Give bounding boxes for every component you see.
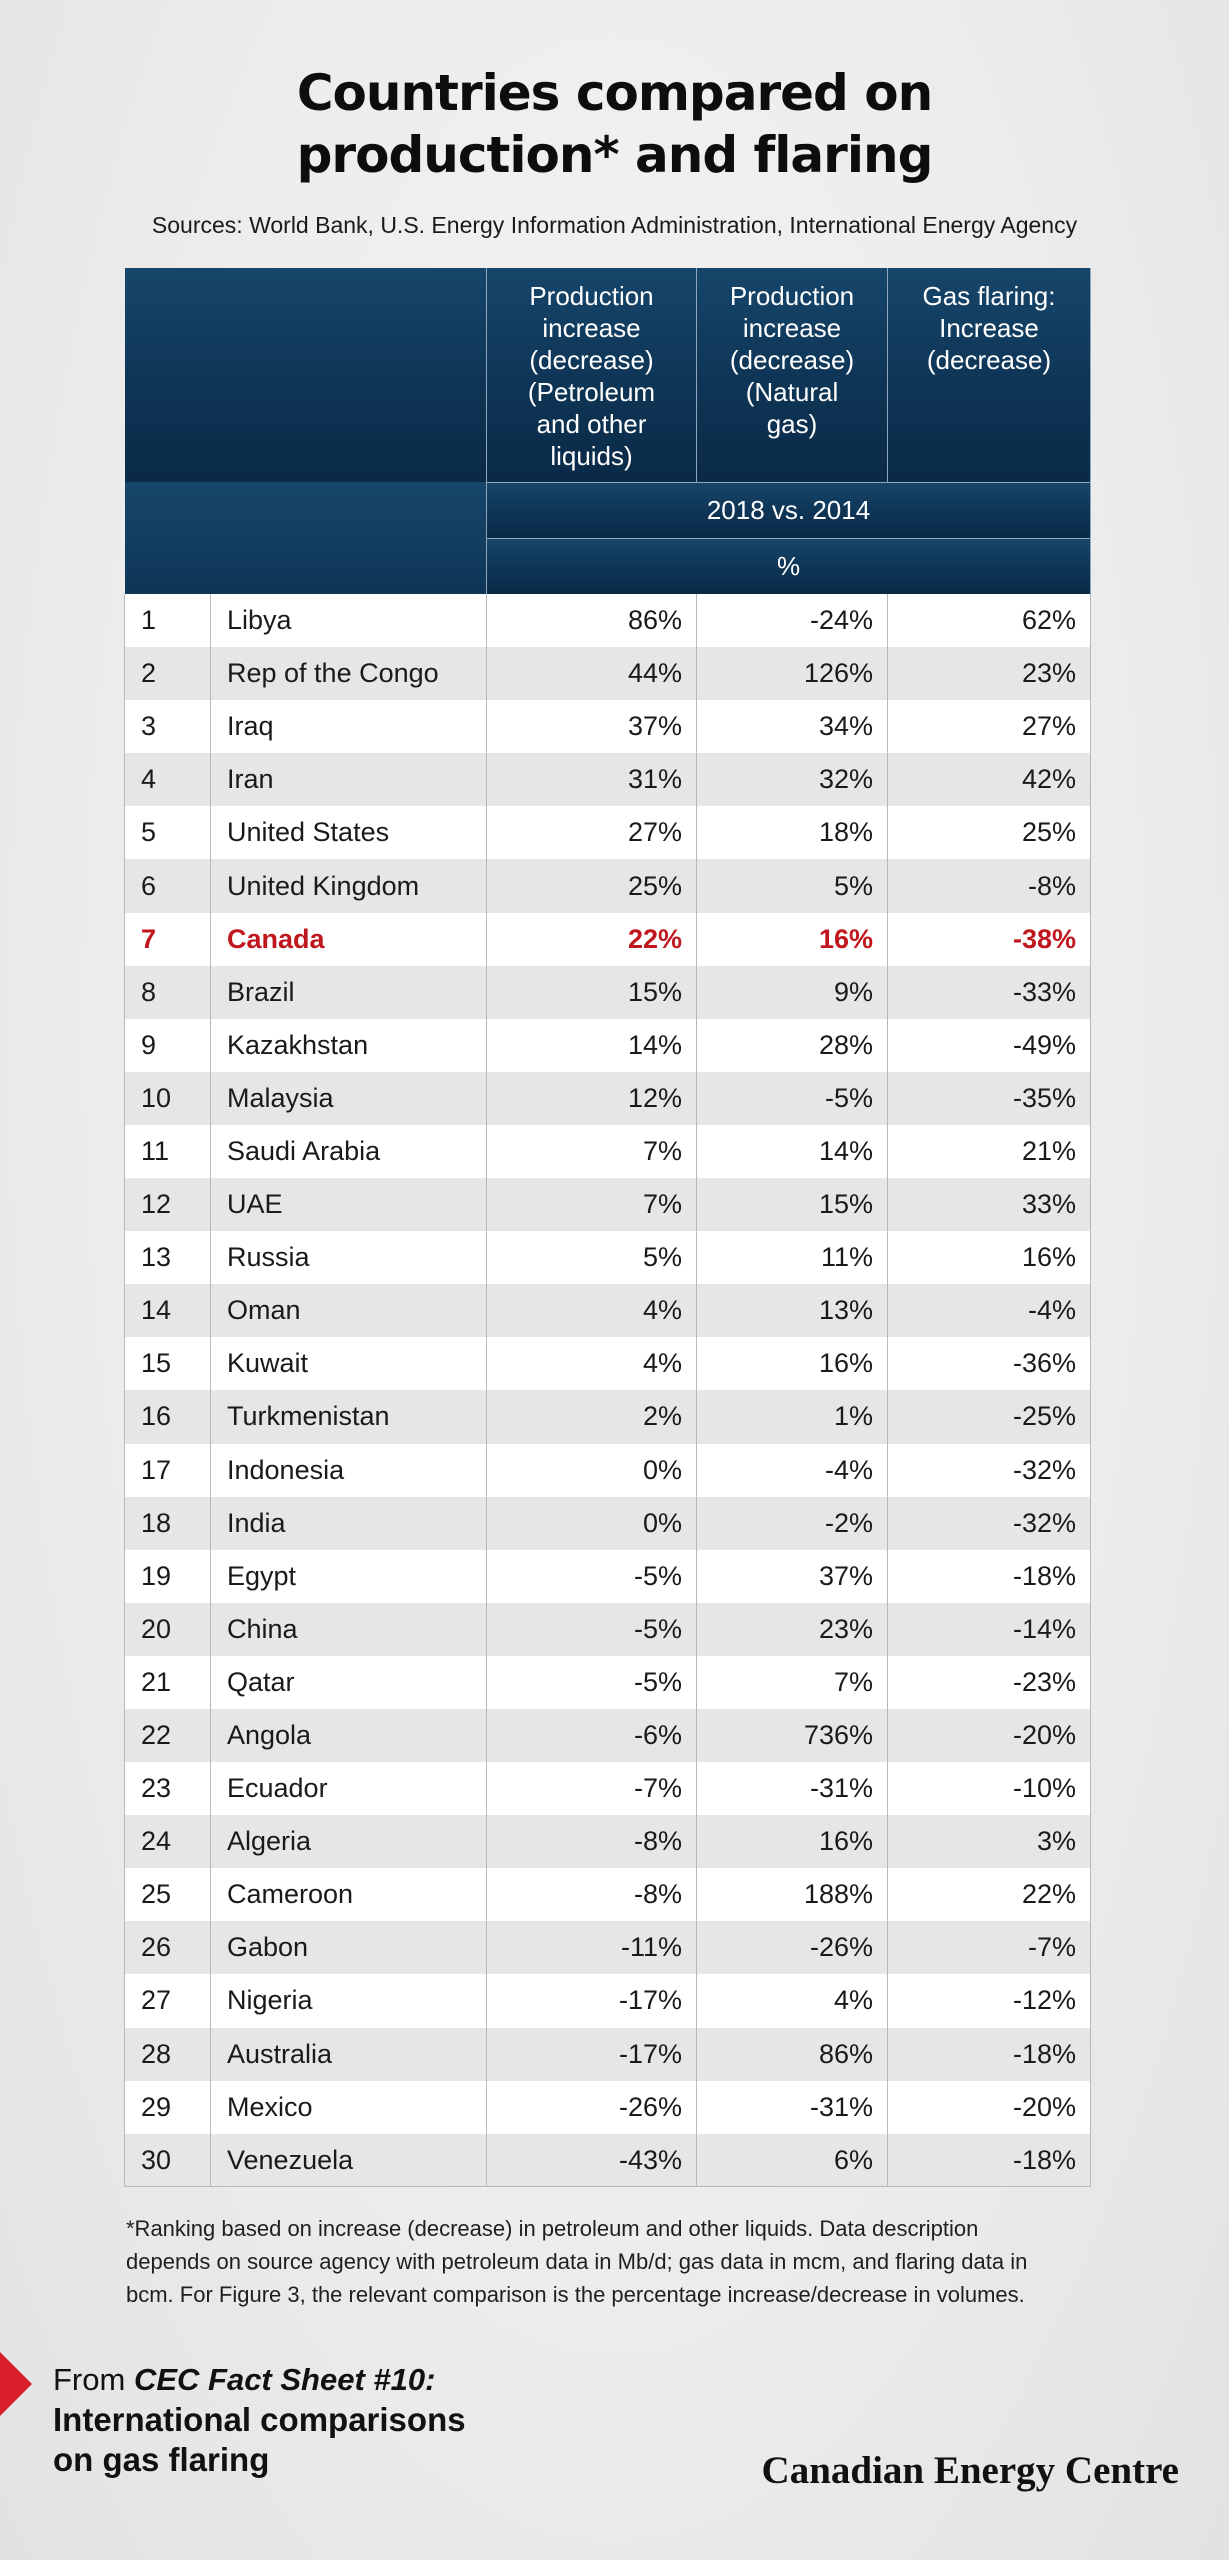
natural-gas-cell: -31%: [697, 2081, 888, 2134]
rank-cell: 21: [125, 1656, 211, 1709]
table-row: [125, 1656, 1091, 1709]
rank-cell: 22: [125, 1709, 211, 1762]
petroleum-cell: 25%: [487, 859, 697, 912]
flaring-cell: -49%: [888, 1019, 1091, 1072]
petroleum-cell: 12%: [487, 1072, 697, 1125]
petroleum-cell: -43%: [487, 2134, 697, 2187]
rank-cell: 26: [125, 1921, 211, 1974]
table-row: [125, 1868, 1091, 1921]
country-cell: Mexico: [211, 2081, 487, 2134]
country-cell: Oman: [211, 1284, 487, 1337]
header-row: [125, 268, 1091, 482]
country-cell: Ecuador: [211, 1762, 487, 1815]
natural-gas-cell: 4%: [697, 1974, 888, 2027]
flaring-cell: -32%: [888, 1444, 1091, 1497]
flaring-cell: -14%: [888, 1603, 1091, 1656]
rank-cell: 4: [125, 753, 211, 806]
country-cell: UAE: [211, 1178, 487, 1231]
header-gas-flaring: Gas flaring: Increase (decrease): [888, 268, 1091, 482]
petroleum-cell: 5%: [487, 1231, 697, 1284]
table-row: [125, 2134, 1091, 2187]
flaring-cell: 23%: [888, 647, 1091, 700]
table-row: [125, 859, 1091, 912]
natural-gas-cell: 13%: [697, 1284, 888, 1337]
rank-cell: 2: [125, 647, 211, 700]
table-row: [125, 1921, 1091, 1974]
natural-gas-cell: 28%: [697, 1019, 888, 1072]
natural-gas-cell: 16%: [697, 1337, 888, 1390]
header-natural-gas: Production increase (decrease) (Natural gas): [697, 268, 888, 482]
flaring-cell: 21%: [888, 1125, 1091, 1178]
petroleum-cell: 7%: [487, 1178, 697, 1231]
natural-gas-cell: 736%: [697, 1709, 888, 1762]
fact-sheet-line-2: International comparisons: [53, 2401, 466, 2438]
table-row: [125, 1550, 1091, 1603]
rank-cell: 25: [125, 1868, 211, 1921]
petroleum-cell: 0%: [487, 1497, 697, 1550]
natural-gas-cell: 6%: [697, 2134, 888, 2187]
comparison-table: [124, 268, 1091, 2187]
flaring-cell: -12%: [888, 1974, 1091, 2027]
rank-cell: 12: [125, 1178, 211, 1231]
flaring-cell: 3%: [888, 1815, 1091, 1868]
flaring-cell: 22%: [888, 1868, 1091, 1921]
sources-note: Sources: World Bank, U.S. Energy Information Administration, International Energy Agency: [151, 212, 1078, 238]
rank-cell: 28: [125, 2028, 211, 2081]
natural-gas-cell: -5%: [697, 1072, 888, 1125]
country-cell: Indonesia: [211, 1444, 487, 1497]
table-row: [125, 1762, 1091, 1815]
flaring-cell: -4%: [888, 1284, 1091, 1337]
natural-gas-cell: 23%: [697, 1603, 888, 1656]
flaring-cell: 62%: [888, 594, 1091, 647]
brand-logo: Canadian Energy Centre: [761, 2449, 1179, 2492]
flaring-cell: -18%: [888, 2028, 1091, 2081]
flaring-cell: -38%: [888, 913, 1091, 966]
natural-gas-cell: 9%: [697, 966, 888, 1019]
table-row: [125, 700, 1091, 753]
table-row: [125, 1603, 1091, 1656]
country-cell: United States: [211, 806, 487, 859]
petroleum-cell: -17%: [487, 1974, 697, 2027]
table-row: [125, 753, 1091, 806]
flaring-cell: -36%: [888, 1337, 1091, 1390]
natural-gas-cell: 5%: [697, 859, 888, 912]
table-row: [125, 1974, 1091, 2027]
country-cell: Angola: [211, 1709, 487, 1762]
rank-cell: 24: [125, 1815, 211, 1868]
footnote: *Ranking based on increase (decrease) in petroleum and other liquids. Data description depends on source agency with petroleum data in Mb/d; gas data in mcm, and flaring data in bcm. For Figure 3, the relevant comparison is the percentage increase/decrease in volumes.: [126, 2216, 1028, 2307]
petroleum-cell: 37%: [487, 700, 697, 753]
natural-gas-cell: -31%: [697, 1762, 888, 1815]
rank-cell: 23: [125, 1762, 211, 1815]
petroleum-cell: 22%: [487, 913, 697, 966]
country-cell: Venezuela: [211, 2134, 487, 2187]
rank-cell: 19: [125, 1550, 211, 1603]
page-title: [0, 62, 1229, 186]
flaring-cell: 16%: [888, 1231, 1091, 1284]
country-cell: China: [211, 1603, 487, 1656]
table-row: [125, 1178, 1091, 1231]
table-row: [125, 1019, 1091, 1072]
flaring-cell: -8%: [888, 859, 1091, 912]
table-row: [125, 1072, 1091, 1125]
petroleum-cell: -17%: [487, 2028, 697, 2081]
rank-cell: 13: [125, 1231, 211, 1284]
country-cell: Saudi Arabia: [211, 1125, 487, 1178]
table-row: [125, 966, 1091, 1019]
table-row: [125, 806, 1091, 859]
flaring-cell: -20%: [888, 2081, 1091, 2134]
petroleum-cell: -8%: [487, 1868, 697, 1921]
petroleum-cell: 0%: [487, 1444, 697, 1497]
country-cell: Brazil: [211, 966, 487, 1019]
fact-sheet-title: CEC Fact Sheet #10:: [133, 2362, 436, 2397]
natural-gas-cell: -24%: [697, 594, 888, 647]
rank-cell: 8: [125, 966, 211, 1019]
country-cell: Nigeria: [211, 1974, 487, 2027]
rank-cell: 9: [125, 1019, 211, 1072]
table-row: [125, 1444, 1091, 1497]
title-line-1: Countries compared on: [296, 64, 933, 122]
flaring-cell: 27%: [888, 700, 1091, 753]
country-cell: Libya: [211, 594, 487, 647]
country-cell: Qatar: [211, 1656, 487, 1709]
natural-gas-cell: 15%: [697, 1178, 888, 1231]
flaring-cell: 33%: [888, 1178, 1091, 1231]
natural-gas-cell: 86%: [697, 2028, 888, 2081]
petroleum-cell: -5%: [487, 1550, 697, 1603]
natural-gas-cell: 16%: [697, 913, 888, 966]
country-cell: Malaysia: [211, 1072, 487, 1125]
country-cell: Rep of the Congo: [211, 647, 487, 700]
country-cell: Algeria: [211, 1815, 487, 1868]
rank-cell: 11: [125, 1125, 211, 1178]
natural-gas-cell: 126%: [697, 647, 888, 700]
country-cell: Russia: [211, 1231, 487, 1284]
petroleum-cell: 31%: [487, 753, 697, 806]
natural-gas-cell: -2%: [697, 1497, 888, 1550]
rank-cell: 15: [125, 1337, 211, 1390]
country-cell: Cameroon: [211, 1868, 487, 1921]
rank-cell: 1: [125, 594, 211, 647]
rank-cell: 3: [125, 700, 211, 753]
table-row: [125, 1815, 1091, 1868]
petroleum-cell: 44%: [487, 647, 697, 700]
petroleum-cell: -11%: [487, 1921, 697, 1974]
rank-cell: 29: [125, 2081, 211, 2134]
country-cell: Egypt: [211, 1550, 487, 1603]
table-row: [125, 1390, 1091, 1443]
petroleum-cell: -5%: [487, 1603, 697, 1656]
table-body: [125, 594, 1091, 2187]
table-row: [125, 1709, 1091, 1762]
natural-gas-cell: 14%: [697, 1125, 888, 1178]
flaring-cell: -20%: [888, 1709, 1091, 1762]
petroleum-cell: 7%: [487, 1125, 697, 1178]
natural-gas-cell: 32%: [697, 753, 888, 806]
table-row: [125, 647, 1091, 700]
country-cell: Kuwait: [211, 1337, 487, 1390]
flaring-cell: 42%: [888, 753, 1091, 806]
flaring-cell: -23%: [888, 1656, 1091, 1709]
natural-gas-cell: 34%: [697, 700, 888, 753]
petroleum-cell: 4%: [487, 1337, 697, 1390]
table-row: [125, 1125, 1091, 1178]
header-petroleum: Production increase (decrease) (Petroleum and other liquids): [487, 268, 697, 482]
header-unit: %: [487, 538, 1091, 594]
petroleum-cell: 4%: [487, 1284, 697, 1337]
rank-cell: 27: [125, 1974, 211, 2027]
petroleum-cell: -7%: [487, 1762, 697, 1815]
flaring-cell: -25%: [888, 1390, 1091, 1443]
rank-cell: 10: [125, 1072, 211, 1125]
rank-cell: 30: [125, 2134, 211, 2187]
natural-gas-cell: 11%: [697, 1231, 888, 1284]
rank-cell: 5: [125, 806, 211, 859]
petroleum-cell: 15%: [487, 966, 697, 1019]
table-row: [125, 594, 1091, 647]
natural-gas-cell: -4%: [697, 1444, 888, 1497]
table-row: [125, 1337, 1091, 1390]
flaring-cell: -33%: [888, 966, 1091, 1019]
table-row: [125, 1284, 1091, 1337]
flaring-cell: -10%: [888, 1762, 1091, 1815]
petroleum-cell: 14%: [487, 1019, 697, 1072]
petroleum-cell: 2%: [487, 1390, 697, 1443]
header-period: 2018 vs. 2014: [487, 482, 1091, 538]
fact-sheet-reference: [53, 2360, 466, 2480]
country-cell: Iran: [211, 753, 487, 806]
red-arrow-icon: [0, 2352, 32, 2416]
table-row: [125, 2081, 1091, 2134]
natural-gas-cell: 7%: [697, 1656, 888, 1709]
natural-gas-cell: 37%: [697, 1550, 888, 1603]
natural-gas-cell: -26%: [697, 1921, 888, 1974]
country-cell: Iraq: [211, 700, 487, 753]
country-cell: Kazakhstan: [211, 1019, 487, 1072]
flaring-cell: -7%: [888, 1921, 1091, 1974]
flaring-cell: -18%: [888, 2134, 1091, 2187]
table-row: [125, 1231, 1091, 1284]
country-cell: India: [211, 1497, 487, 1550]
natural-gas-cell: 1%: [697, 1390, 888, 1443]
rank-cell: 18: [125, 1497, 211, 1550]
petroleum-cell: 86%: [487, 594, 697, 647]
petroleum-cell: -8%: [487, 1815, 697, 1868]
natural-gas-cell: 188%: [697, 1868, 888, 1921]
country-cell: Australia: [211, 2028, 487, 2081]
flaring-cell: -35%: [888, 1072, 1091, 1125]
natural-gas-cell: 16%: [697, 1815, 888, 1868]
petroleum-cell: 27%: [487, 806, 697, 859]
rank-cell: 17: [125, 1444, 211, 1497]
country-cell: Gabon: [211, 1921, 487, 1974]
country-cell: United Kingdom: [211, 859, 487, 912]
table-row: [125, 2028, 1091, 2081]
rank-cell: 20: [125, 1603, 211, 1656]
from-prefix: From: [53, 2362, 126, 2397]
petroleum-cell: -5%: [487, 1656, 697, 1709]
rank-cell: 14: [125, 1284, 211, 1337]
flaring-cell: -18%: [888, 1550, 1091, 1603]
rank-cell: 7: [125, 913, 211, 966]
country-cell: Turkmenistan: [211, 1390, 487, 1443]
natural-gas-cell: 18%: [697, 806, 888, 859]
table-row: [125, 913, 1091, 966]
rank-cell: 6: [125, 859, 211, 912]
table-row: [125, 1497, 1091, 1550]
header-blank: [125, 268, 487, 594]
title-line-2: production* and flaring: [296, 126, 933, 184]
petroleum-cell: -6%: [487, 1709, 697, 1762]
flaring-cell: 25%: [888, 806, 1091, 859]
country-cell: Canada: [211, 913, 487, 966]
petroleum-cell: -26%: [487, 2081, 697, 2134]
flaring-cell: -32%: [888, 1497, 1091, 1550]
fact-sheet-line-3: on gas flaring: [53, 2441, 270, 2478]
rank-cell: 16: [125, 1390, 211, 1443]
